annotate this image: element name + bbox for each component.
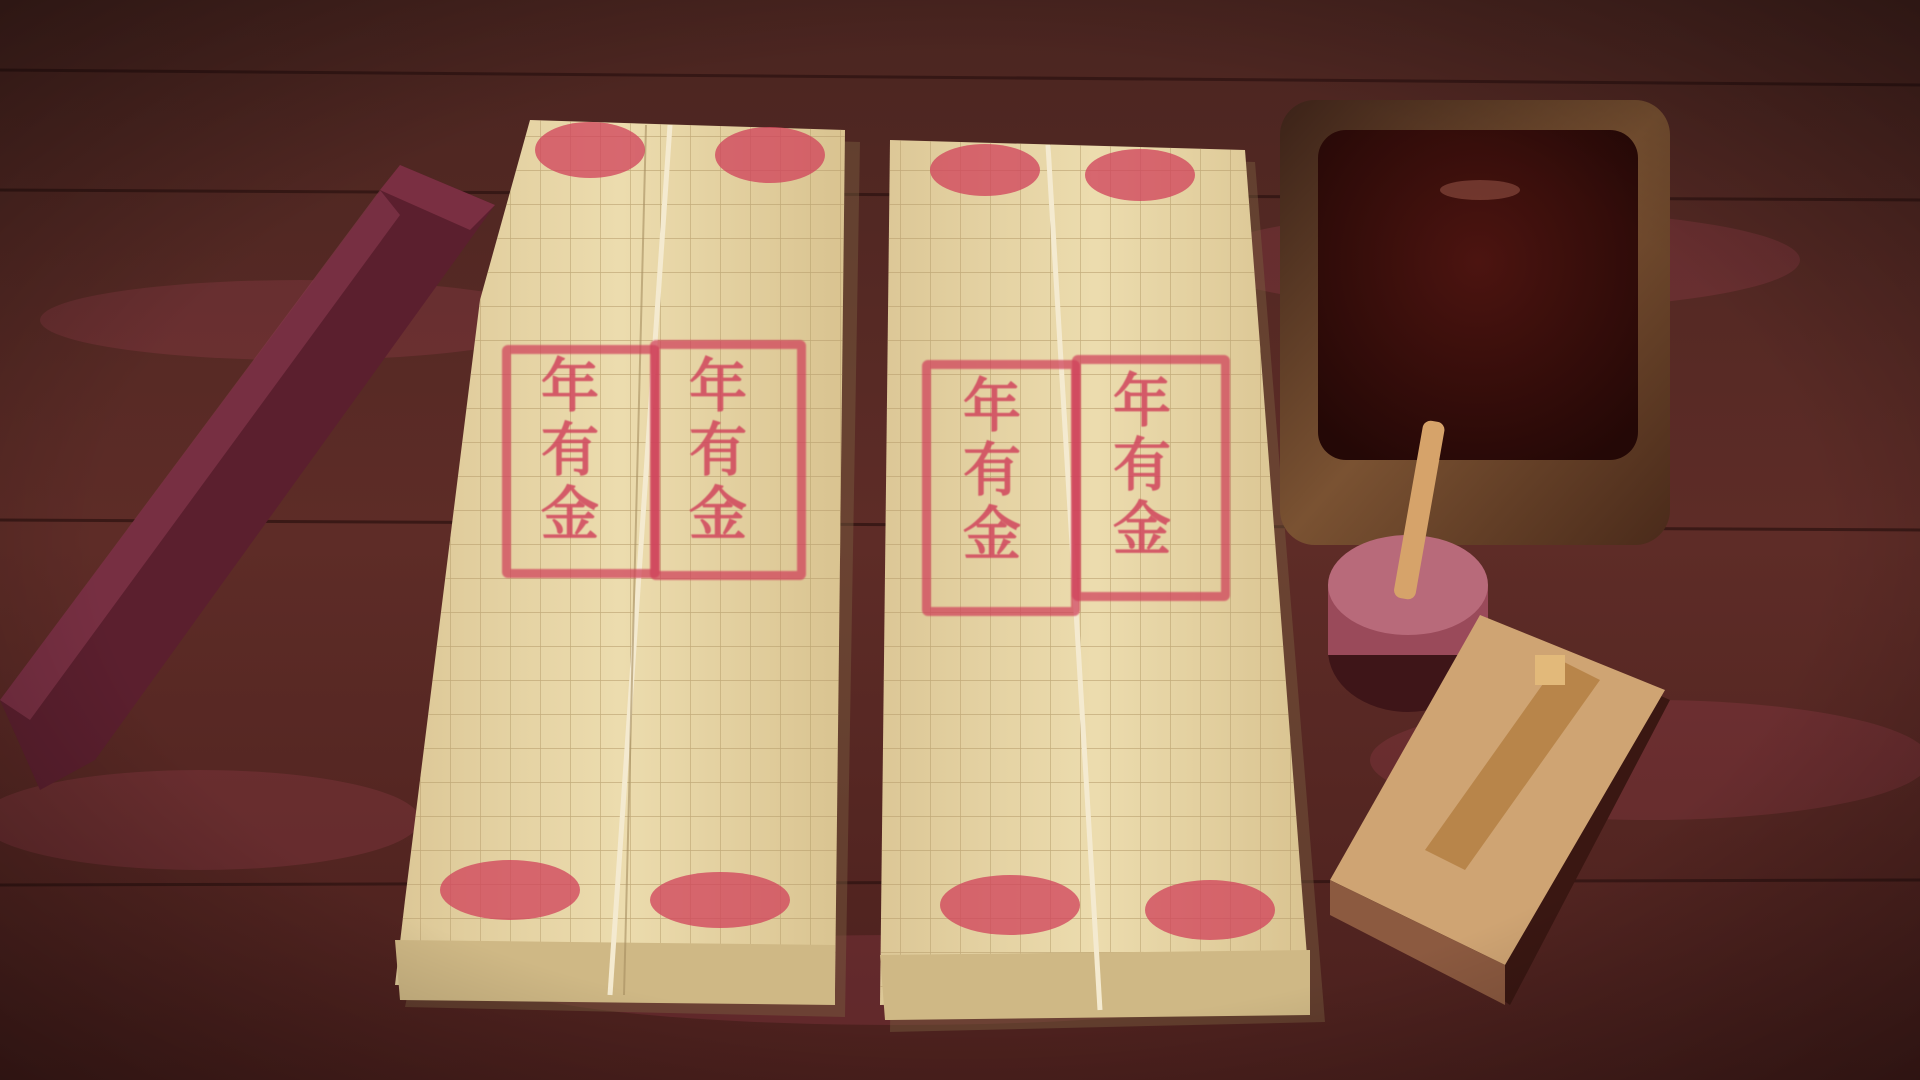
stamp-text-right-b: 年有金 xyxy=(1103,370,1171,562)
stamp-text-right-a: 年有金 xyxy=(953,375,1021,567)
stamp-text-left-b: 年有金 xyxy=(679,355,747,547)
stamp-text-left-a: 年有金 xyxy=(531,355,599,547)
